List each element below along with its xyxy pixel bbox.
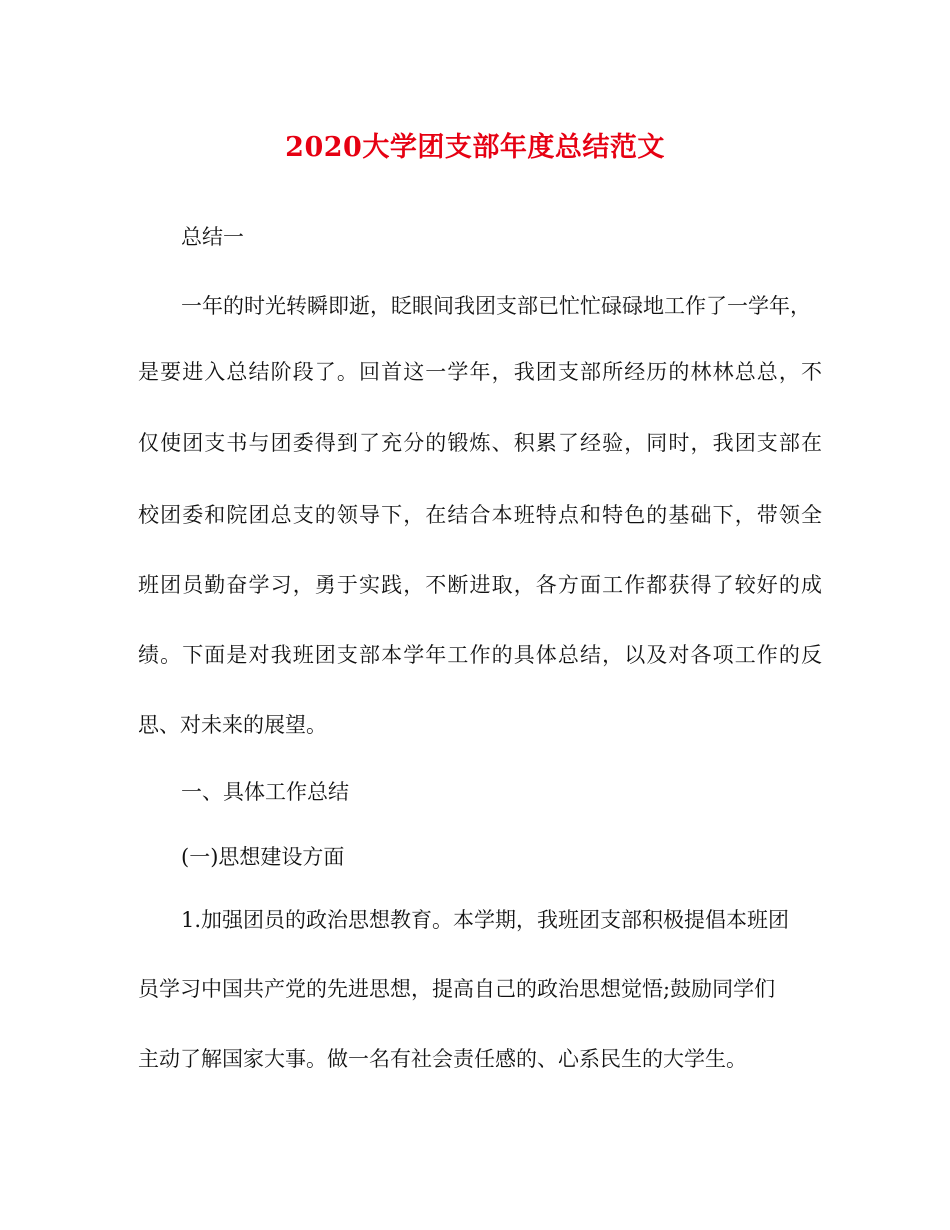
- subheading-line: (一)思想建设方面: [181, 845, 345, 869]
- paragraph-line: 员学习中国共产党的先进思想，提高自己的政治思想觉悟;鼓励同学们: [138, 977, 776, 1001]
- heading-line: 一、具体工作总结: [181, 780, 349, 804]
- paragraph-line: 主动了解国家大事。做一名有社会责任感的、心系民生的大学生。: [138, 1047, 747, 1071]
- document-title: 2020大学团支部年度总结范文: [285, 132, 665, 163]
- paragraph-line: 校团委和院团总支的领导下，在结合本班特点和特色的基础下，带领全: [138, 503, 822, 527]
- paragraph-line: 绩。下面是对我班团支部本学年工作的具体总结，以及对各项工作的反: [138, 643, 822, 667]
- paragraph-line: 一年的时光转瞬即逝，眨眼间我团支部已忙忙碌碌地工作了一学年，: [181, 294, 811, 318]
- paragraph-line: 班团员勤奋学习，勇于实践，不断进取，各方面工作都获得了较好的成: [138, 573, 822, 597]
- paragraph-line: 仅使团支书与团委得到了充分的锻炼、积累了经验，同时，我团支部在: [138, 431, 822, 455]
- section-label: 总结一: [181, 225, 244, 249]
- paragraph-line: 思、对未来的展望。: [138, 713, 327, 737]
- paragraph-line: 1.加强团员的政治思想教育。本学期，我班团支部积极提倡本班团: [181, 908, 790, 932]
- paragraph-line: 是要进入总结阶段了。回首这一学年，我团支部所经历的林林总总，不: [138, 360, 822, 384]
